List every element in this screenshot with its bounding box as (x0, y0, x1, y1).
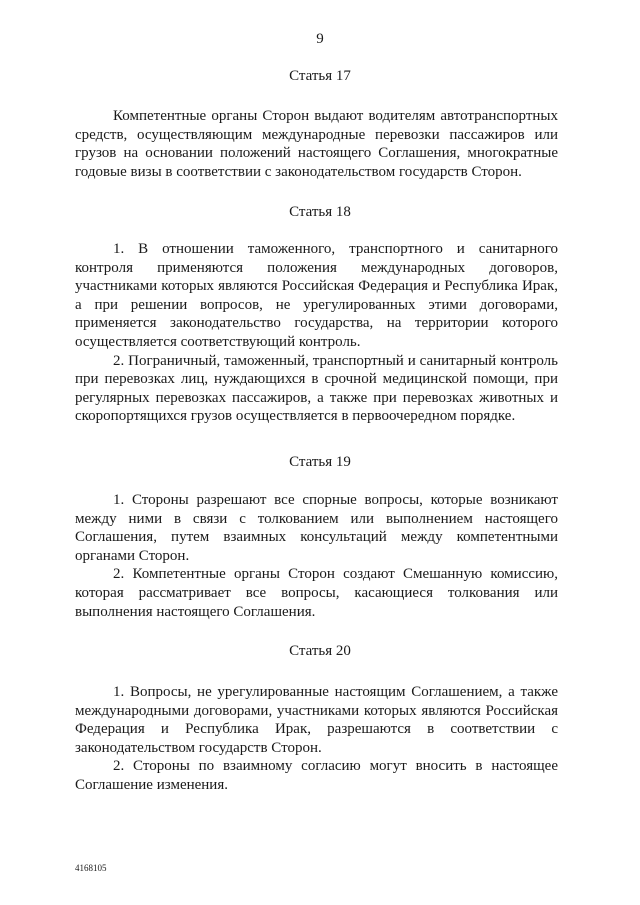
article-18-paragraph-2: 2. Пограничный, таможенный, транспортный и санитарный контроль при перевозках лиц, нуждающихся в срочной медицинской помощи, при регулярных перевозках пассажиров, а также при перевозках животных и скоропортящихся грузов осуществляется в первоочередном порядке. (75, 352, 558, 425)
article-20-body (75, 683, 558, 795)
article-20-title: Статья 20 (289, 643, 351, 659)
article-17-body (75, 107, 558, 181)
page-number: 9 (316, 31, 324, 47)
article-20-paragraph-2: 2. Стороны по взаимному согласию могут вносить в настоящее Соглашение изменения. (75, 758, 558, 793)
article-19-title: Статья 19 (289, 454, 351, 470)
article-20-paragraph-1: 1. Вопросы, не урегулированные настоящим Соглашением, а также международными договорами, участниками которых являются Российская Федерация и Республика Ирак, разрешаются в соответствии с законодательством государств Сторон. (75, 684, 558, 756)
article-17-paragraph: Компетентные органы Сторон выдают водителям автотранспортных средств, осуществляющим международные перевозки пассажиров или грузов на основании положений настоящего Соглашения, многократные годовые визы в соответствии с законодательством государств Сторон. (75, 108, 558, 180)
article-19-paragraph-2: 2. Компетентные органы Сторон создают Смешанную комиссию, которая рассматривает все вопросы, касающиеся толкования или выполнения настоящего Соглашения. (75, 566, 558, 620)
article-18-paragraph-1: 1. В отношении таможенного, транспортного и санитарного контроля применяются положения международных договоров, участниками которых являются Российская Федерация и Республика Ирак, а при решении вопросов, не урегулированных этими договорами, применяется законодательство государства, на территории которого осуществляется соответствующий контроль. (75, 241, 558, 350)
article-19-body (75, 491, 558, 621)
article-19-paragraph-1: 1. Стороны разрешают все спорные вопросы, которые возникают между ними в связи с толкованием или выполнением настоящего Соглашения, путем взаимных консультаций между компетентными органами Сторон. (75, 492, 558, 564)
document-code: 4168105 (75, 863, 107, 873)
article-18-title: Статья 18 (289, 204, 351, 220)
article-18-body (75, 240, 558, 426)
article-17-title: Статья 17 (289, 68, 351, 84)
